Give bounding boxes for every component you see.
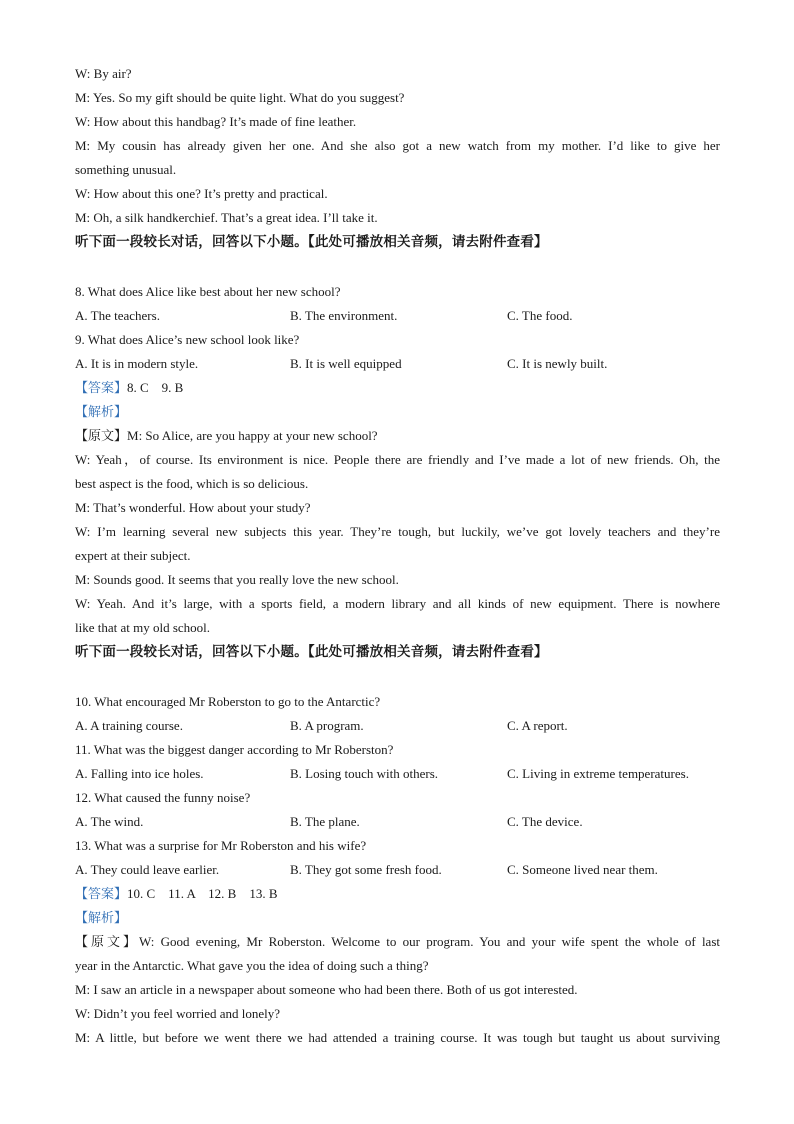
original-first: M: So Alice, are you happy at your new school? <box>127 428 378 443</box>
question-10: 10. What encouraged Mr Roberston to go to the Antarctic? <box>75 694 381 709</box>
option-c: C. It is newly built. <box>507 356 608 371</box>
option-b: B. A program. <box>290 718 364 733</box>
question-9: 9. What does Alice’s new school look like? <box>75 332 300 347</box>
original-tag: 【原文】 <box>75 429 128 444</box>
question-11-options <box>75 762 720 786</box>
dialogue-line: M: Yes. So my gift should be quite light. What do you suggest? <box>75 90 405 105</box>
option-a: A. They could leave earlier. <box>75 862 220 877</box>
question-9-options <box>75 352 720 376</box>
answer-line <box>75 376 720 400</box>
transcript-line: M: A little, but before we went there we had attended a training course. It was tough but taught us about surviving <box>75 1030 720 1045</box>
question-12: 12. What caused the funny noise? <box>75 790 251 805</box>
transcript-line: M: That’s wonderful. How about your study? <box>75 500 311 515</box>
document-page <box>75 62 720 1050</box>
transcript-line: W: Yeah，of course. Its environment is nice. People there are friendly and I’ve made a lot of new friends. Oh, the <box>75 452 720 467</box>
option-c: C. The food. <box>507 308 573 323</box>
option-a: A. The wind. <box>75 814 144 829</box>
transcript-line: W: Didn’t you feel worried and lonely? <box>75 1006 281 1021</box>
dialogue-line: M: My cousin has already given her one. And she also got a new watch from my mother. I’d like to give her <box>75 138 720 153</box>
original-tag: 【原文】 <box>75 935 139 950</box>
transcript-line: year in the Antarctic. What gave you the idea of doing such a thing? <box>75 958 429 973</box>
transcript-line: M: I saw an article in a newspaper about someone who had been there. Both of us got interested. <box>75 982 578 997</box>
option-b: B. It is well equipped <box>290 356 402 371</box>
dialogue-line: W: How about this handbag? It’s made of fine leather. <box>75 114 357 129</box>
answer-text: 10. C 11. A 12. B 13. B <box>127 886 278 901</box>
dialogue-line: W: How about this one? It’s pretty and practical. <box>75 186 328 201</box>
question-12-options <box>75 810 720 834</box>
question-13-options <box>75 858 720 882</box>
listening-instruction: 听下面一段较长对话，回答以下小题。【此处可播放相关音频，请去附件查看】 <box>75 234 548 250</box>
original-text-line <box>75 424 720 448</box>
answer-text: 8. C 9. B <box>127 380 184 395</box>
transcript-line: W: Yeah. And it’s large, with a sports field, a modern library and all kinds of new equipment. There is nowhere <box>75 596 720 611</box>
option-a: A. The teachers. <box>75 308 160 323</box>
original-text-line <box>75 930 720 954</box>
original-first: W: Good evening, Mr Roberston. Welcome to our program. You and your wife spent the whole of last <box>139 934 720 949</box>
question-11: 11. What was the biggest danger according to Mr Roberston? <box>75 742 394 757</box>
analysis-line <box>75 400 720 424</box>
dialogue-line: M: Oh, a silk handkerchief. That’s a great idea. I’ll take it. <box>75 210 378 225</box>
option-b: B. The plane. <box>290 814 360 829</box>
dialogue-line: something unusual. <box>75 162 177 177</box>
transcript-line: best aspect is the food, which is so delicious. <box>75 476 309 491</box>
option-b: B. They got some fresh food. <box>290 862 442 877</box>
listening-instruction: 听下面一段较长对话，回答以下小题。【此处可播放相关音频，请去附件查看】 <box>75 644 548 660</box>
answer-tag: 【答案】 <box>75 887 128 902</box>
answer-tag: 【答案】 <box>75 381 128 396</box>
option-c: C. Living in extreme temperatures. <box>507 766 689 781</box>
transcript-line: W: I’m learning several new subjects this year. They’re tough, but luckily, we’ve got lovely teachers and they’re <box>75 524 720 539</box>
analysis-tag: 【解析】 <box>75 405 128 420</box>
analysis-tag: 【解析】 <box>75 911 128 926</box>
option-c: C. Someone lived near them. <box>507 862 658 877</box>
option-c: C. A report. <box>507 718 568 733</box>
option-a: A. Falling into ice holes. <box>75 766 204 781</box>
question-8: 8. What does Alice like best about her new school? <box>75 284 341 299</box>
transcript-line: expert at their subject. <box>75 548 191 563</box>
option-a: A. It is in modern style. <box>75 356 199 371</box>
dialogue-line: W: By air? <box>75 66 132 81</box>
transcript-line: like that at my old school. <box>75 620 211 635</box>
question-8-options <box>75 304 720 328</box>
option-c: C. The device. <box>507 814 583 829</box>
question-13: 13. What was a surprise for Mr Roberston and his wife? <box>75 838 367 853</box>
option-b: B. Losing touch with others. <box>290 766 439 781</box>
analysis-line <box>75 906 720 930</box>
question-10-options <box>75 714 720 738</box>
option-b: B. The environment. <box>290 308 398 323</box>
option-a: A. A training course. <box>75 718 183 733</box>
transcript-line: M: Sounds good. It seems that you really love the new school. <box>75 572 399 587</box>
answer-line <box>75 882 720 906</box>
